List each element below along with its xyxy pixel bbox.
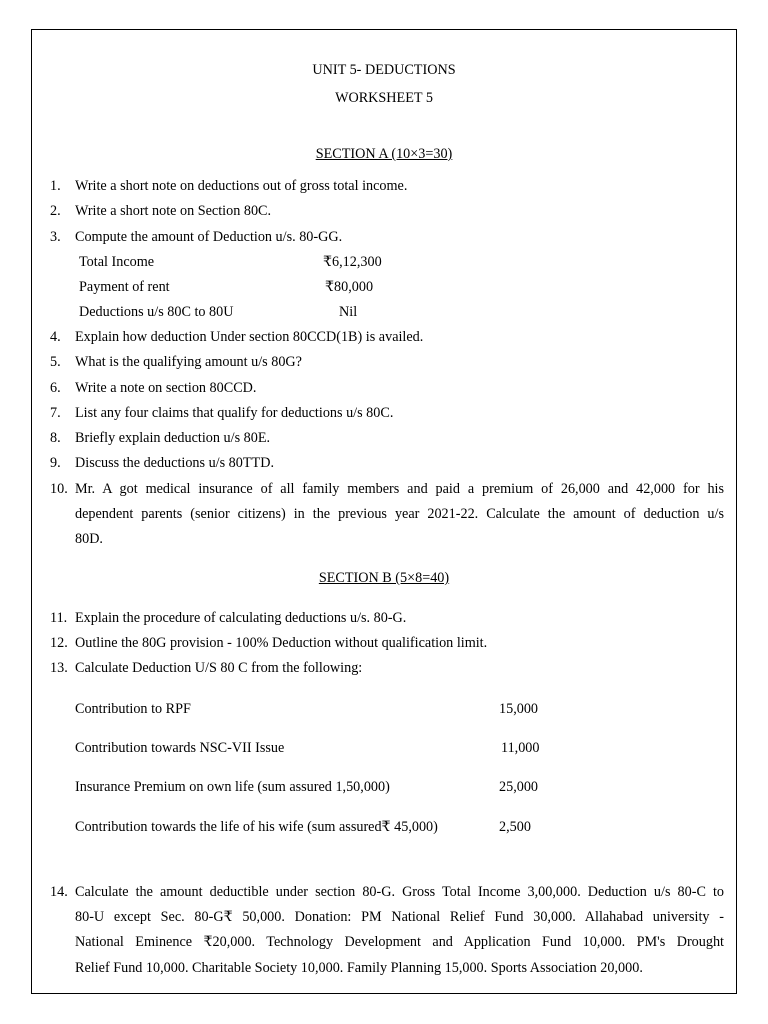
question-text: List any four claims that qualify for deductions u/s 80C. bbox=[75, 405, 394, 421]
section-b-title: SECTION B (5×8=40) bbox=[318, 570, 450, 586]
question-text: Write a short note on Section 80C. bbox=[75, 203, 272, 219]
question-number: 14. bbox=[50, 884, 68, 900]
question-number: 6. bbox=[50, 380, 61, 396]
question-text: Write a note on section 80CCD. bbox=[75, 380, 257, 396]
question-text-line: Calculate the amount deductible under section 80-G. Gross Total Income 3,00,000. Deduction u/s 80-C to bbox=[75, 884, 724, 900]
table-value: ₹80,000 bbox=[325, 279, 374, 295]
table-label: Payment of rent bbox=[79, 279, 170, 295]
question-text-line: Relief Fund 10,000. Charitable Society 10,000. Family Planning 15,000. Sports Association 20,000. bbox=[75, 960, 643, 976]
question-text: Discuss the deductions u/s 80TTD. bbox=[75, 455, 274, 471]
question-number: 3. bbox=[50, 229, 61, 245]
table-value: 11,000 bbox=[501, 740, 540, 756]
question-number: 10. bbox=[50, 481, 68, 497]
question-number: 11. bbox=[50, 610, 68, 626]
question-number: 9. bbox=[50, 455, 61, 471]
question-number: 5. bbox=[50, 354, 61, 370]
question-number: 12. bbox=[50, 635, 68, 651]
table-value: Nil bbox=[339, 304, 358, 320]
table-value: 2,500 bbox=[499, 819, 531, 835]
question-number: 1. bbox=[50, 178, 61, 194]
question-number: 4. bbox=[50, 329, 61, 345]
question-text: Explain how deduction Under section 80CCD(1B) is availed. bbox=[75, 329, 424, 345]
question-text-line: National Eminence ₹20,000. Technology Development and Application Fund 10,000. PM's Drought bbox=[75, 934, 724, 950]
table-label: Total Income bbox=[79, 254, 155, 270]
question-text: Compute the amount of Deduction u/s. 80-GG. bbox=[75, 229, 343, 245]
table-value: ₹6,12,300 bbox=[323, 254, 382, 270]
section-a-title: SECTION A (10×3=30) bbox=[315, 146, 453, 162]
table-value: 15,000 bbox=[499, 701, 539, 717]
question-text-line: 80-U except Sec. 80-G₹ 50,000. Donation: PM National Relief Fund 30,000. Allahabad university - bbox=[75, 909, 724, 925]
question-text: Explain the procedure of calculating deductions u/s. 80-G. bbox=[75, 610, 407, 626]
worksheet-title: WORKSHEET 5 bbox=[335, 90, 433, 106]
question-number: 8. bbox=[50, 430, 61, 446]
question-text-line: Mr. A got medical insurance of all family members and paid a premium of 26,000 and 42,000 for his bbox=[75, 481, 724, 497]
table-label: Deductions u/s 80C to 80U bbox=[79, 304, 234, 320]
question-text-line: 80D. bbox=[75, 531, 103, 547]
question-text: Calculate Deduction U/S 80 C from the following: bbox=[75, 660, 363, 676]
question-number: 13. bbox=[50, 660, 68, 676]
question-text: What is the qualifying amount u/s 80G? bbox=[75, 354, 302, 370]
table-value: 25,000 bbox=[499, 779, 539, 795]
unit-title: UNIT 5- DEDUCTIONS bbox=[312, 62, 456, 78]
question-text: Write a short note on deductions out of gross total income. bbox=[75, 178, 408, 194]
question-number: 7. bbox=[50, 405, 61, 421]
table-label: Contribution towards NSC-VII Issue bbox=[75, 740, 285, 756]
table-label: Contribution to RPF bbox=[75, 701, 191, 717]
question-number: 2. bbox=[50, 203, 61, 219]
table-label: Insurance Premium on own life (sum assured 1,50,000) bbox=[75, 779, 390, 795]
table-label: Contribution towards the life of his wife (sum assured₹ 45,000) bbox=[75, 819, 438, 835]
question-text-line: dependent parents (senior citizens) in the previous year 2021-22. Calculate the amount of deduction u/s bbox=[75, 506, 724, 522]
question-text: Outline the 80G provision - 100% Deduction without qualification limit. bbox=[75, 635, 488, 651]
question-text: Briefly explain deduction u/s 80E. bbox=[75, 430, 271, 446]
